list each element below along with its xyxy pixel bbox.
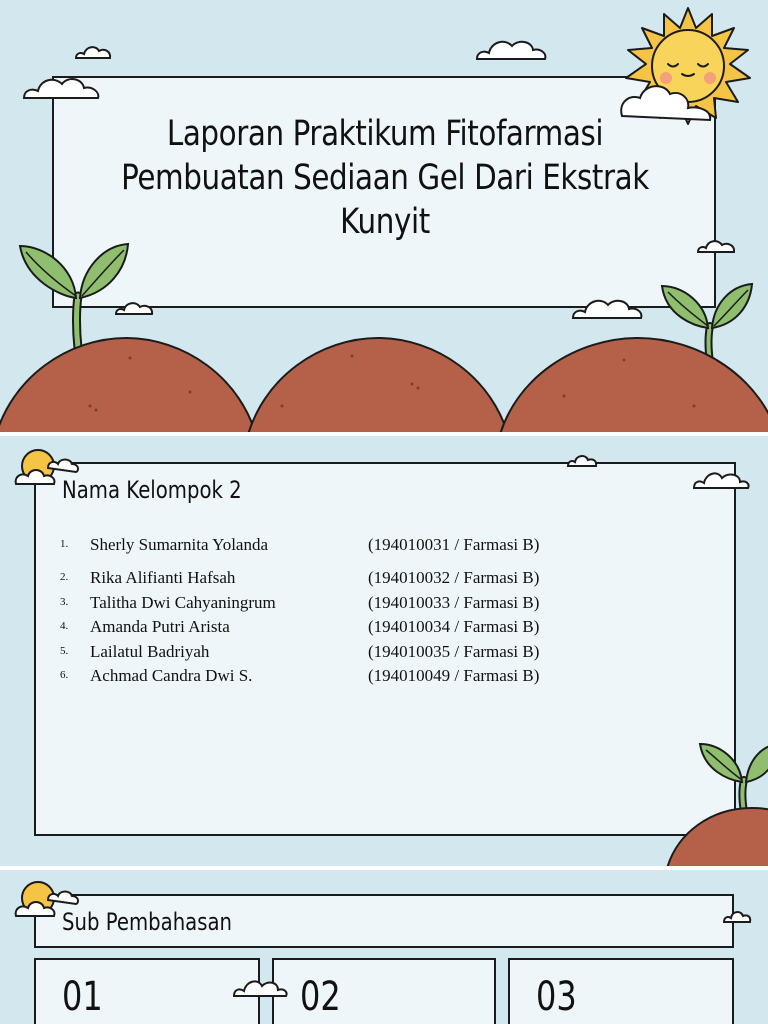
- cloud-icon: [74, 42, 114, 60]
- title-line-3: Kunyit: [340, 202, 430, 242]
- soil-mound: [0, 336, 262, 432]
- sun-icon: [616, 6, 760, 124]
- slide-topics: [0, 870, 768, 1024]
- member-name: Rika Alifianti Hafsah: [90, 568, 236, 587]
- member-id: (194010035 / Farmasi B): [368, 642, 540, 661]
- cloud-icon: [20, 70, 102, 102]
- member-id: (194010033 / Farmasi B): [368, 593, 540, 612]
- list-number: 1.: [60, 538, 69, 550]
- list-number: 4.: [60, 620, 69, 632]
- cloud-icon: [566, 452, 598, 468]
- topic-number: 03: [536, 974, 577, 1020]
- soil-mound: [494, 336, 768, 432]
- member-id: (194010032 / Farmasi B): [368, 568, 540, 587]
- cloud-icon: [474, 34, 548, 62]
- list-number: 3.: [60, 596, 69, 608]
- list-number: 5.: [60, 645, 69, 657]
- slide-members: [0, 436, 768, 866]
- member-id: (194010034 / Farmasi B): [368, 617, 540, 636]
- cloud-icon: [696, 236, 738, 254]
- title-line-1: Laporan Praktikum Fitofarmasi: [166, 114, 604, 154]
- member-name: Achmad Candra Dwi S.: [90, 666, 253, 685]
- list-item: [60, 568, 660, 590]
- topic-number: 01: [62, 974, 103, 1020]
- section-heading: Nama Kelompok 2: [62, 476, 242, 504]
- cloud-icon: [692, 468, 750, 490]
- sprout-icon: [16, 240, 134, 350]
- member-name: Talitha Dwi Cahyaningrum: [90, 593, 276, 612]
- list-item: [60, 666, 660, 688]
- sun-icon: [14, 446, 78, 488]
- soil-mound: [242, 336, 514, 432]
- cloud-icon: [722, 908, 752, 924]
- sprout-icon: [698, 740, 768, 814]
- list-item: [60, 535, 660, 557]
- sun-icon: [14, 880, 78, 920]
- member-name: Sherly Sumarnita Yolanda: [90, 535, 269, 554]
- cloud-icon: [570, 294, 644, 320]
- member-name: Amanda Putri Arista: [90, 617, 230, 636]
- cloud-icon: [232, 976, 288, 998]
- list-item: [60, 642, 660, 664]
- member-name: Lailatul Badriyah: [90, 642, 210, 661]
- slide-title: [0, 0, 768, 432]
- topic-number: 02: [300, 974, 341, 1020]
- member-id: (194010031 / Farmasi B): [368, 535, 540, 554]
- list-number: 6.: [60, 669, 69, 681]
- list-number: 2.: [60, 571, 69, 583]
- page-title: [112, 112, 658, 244]
- title-line-2: Pembuatan Sediaan Gel Dari Ekstrak: [121, 158, 649, 198]
- member-id: (194010049 / Farmasi B): [368, 666, 540, 685]
- section-heading: Sub Pembahasan: [62, 908, 233, 936]
- list-item: [60, 593, 660, 615]
- soil-mound: [662, 806, 768, 866]
- list-item: [60, 617, 660, 639]
